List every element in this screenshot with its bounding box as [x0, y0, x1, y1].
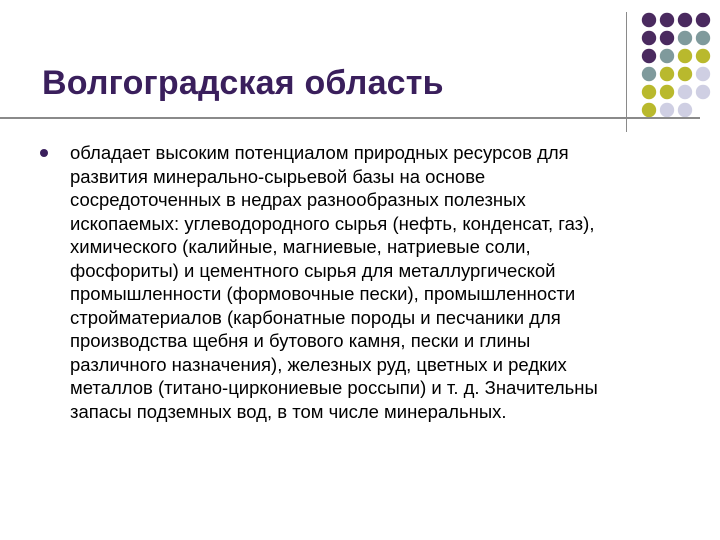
decor-dot — [642, 49, 656, 63]
decor-dot — [660, 31, 674, 45]
decor-dot — [678, 13, 692, 27]
decor-dot — [678, 31, 692, 45]
decorative-dot-grid — [640, 11, 718, 121]
decor-dot — [696, 13, 710, 27]
bullet-icon — [40, 149, 48, 157]
bullet-line: запасы подземных вод, в том числе минеральных. — [70, 400, 507, 422]
decor-dot — [660, 13, 674, 27]
bullet-text — [70, 141, 690, 423]
decor-dot — [660, 67, 674, 81]
bullet-line: различного назначения), железных руд, цветных и редких — [70, 353, 567, 375]
vertical-rule — [626, 12, 627, 132]
decor-dot — [696, 67, 710, 81]
decor-dot — [678, 49, 692, 63]
decor-dot — [642, 13, 656, 27]
horizontal-rule — [0, 117, 700, 119]
bullet-line: ископаемых: углеводородного сырья (нефть, конденсат, газ), — [70, 212, 595, 234]
decor-dot — [642, 67, 656, 81]
decor-dot — [642, 31, 656, 45]
bullet-line: производства щебня и бутового камня, пески и глины — [70, 330, 531, 351]
decor-dot — [678, 103, 692, 117]
decor-dot — [678, 67, 692, 81]
decor-dot — [696, 49, 710, 63]
bullet-line: фосфориты) и цементного сырья для металлургической — [70, 259, 556, 281]
decor-dot — [660, 103, 674, 117]
slide-title: Волгоградская область — [42, 64, 444, 102]
decor-dot — [642, 103, 656, 117]
decor-dot — [660, 85, 674, 99]
bullet-line: химического (калийные, магниевые, натриевые соли, — [70, 236, 531, 257]
decor-dot — [678, 85, 692, 99]
decor-dot — [660, 49, 674, 63]
decor-dot — [642, 85, 656, 99]
bullet-line: обладает высоким потенциалом природных ресурсов для — [70, 142, 569, 163]
decor-dot — [696, 31, 710, 45]
bullet-line: развития минерально-сырьевой базы на основе — [70, 165, 486, 187]
bullet-line: металлов (титано-циркониевые россыпи) и т. д. Значительны — [70, 377, 598, 398]
bullet-line: стройматериалов (карбонатные породы и песчаники для — [70, 306, 561, 328]
bullet-line: сосредоточенных в недрах разнообразных полезных — [70, 189, 526, 210]
decor-dot — [696, 85, 710, 99]
bullet-line: промышленности (формовочные пески), промышленности — [70, 283, 576, 304]
